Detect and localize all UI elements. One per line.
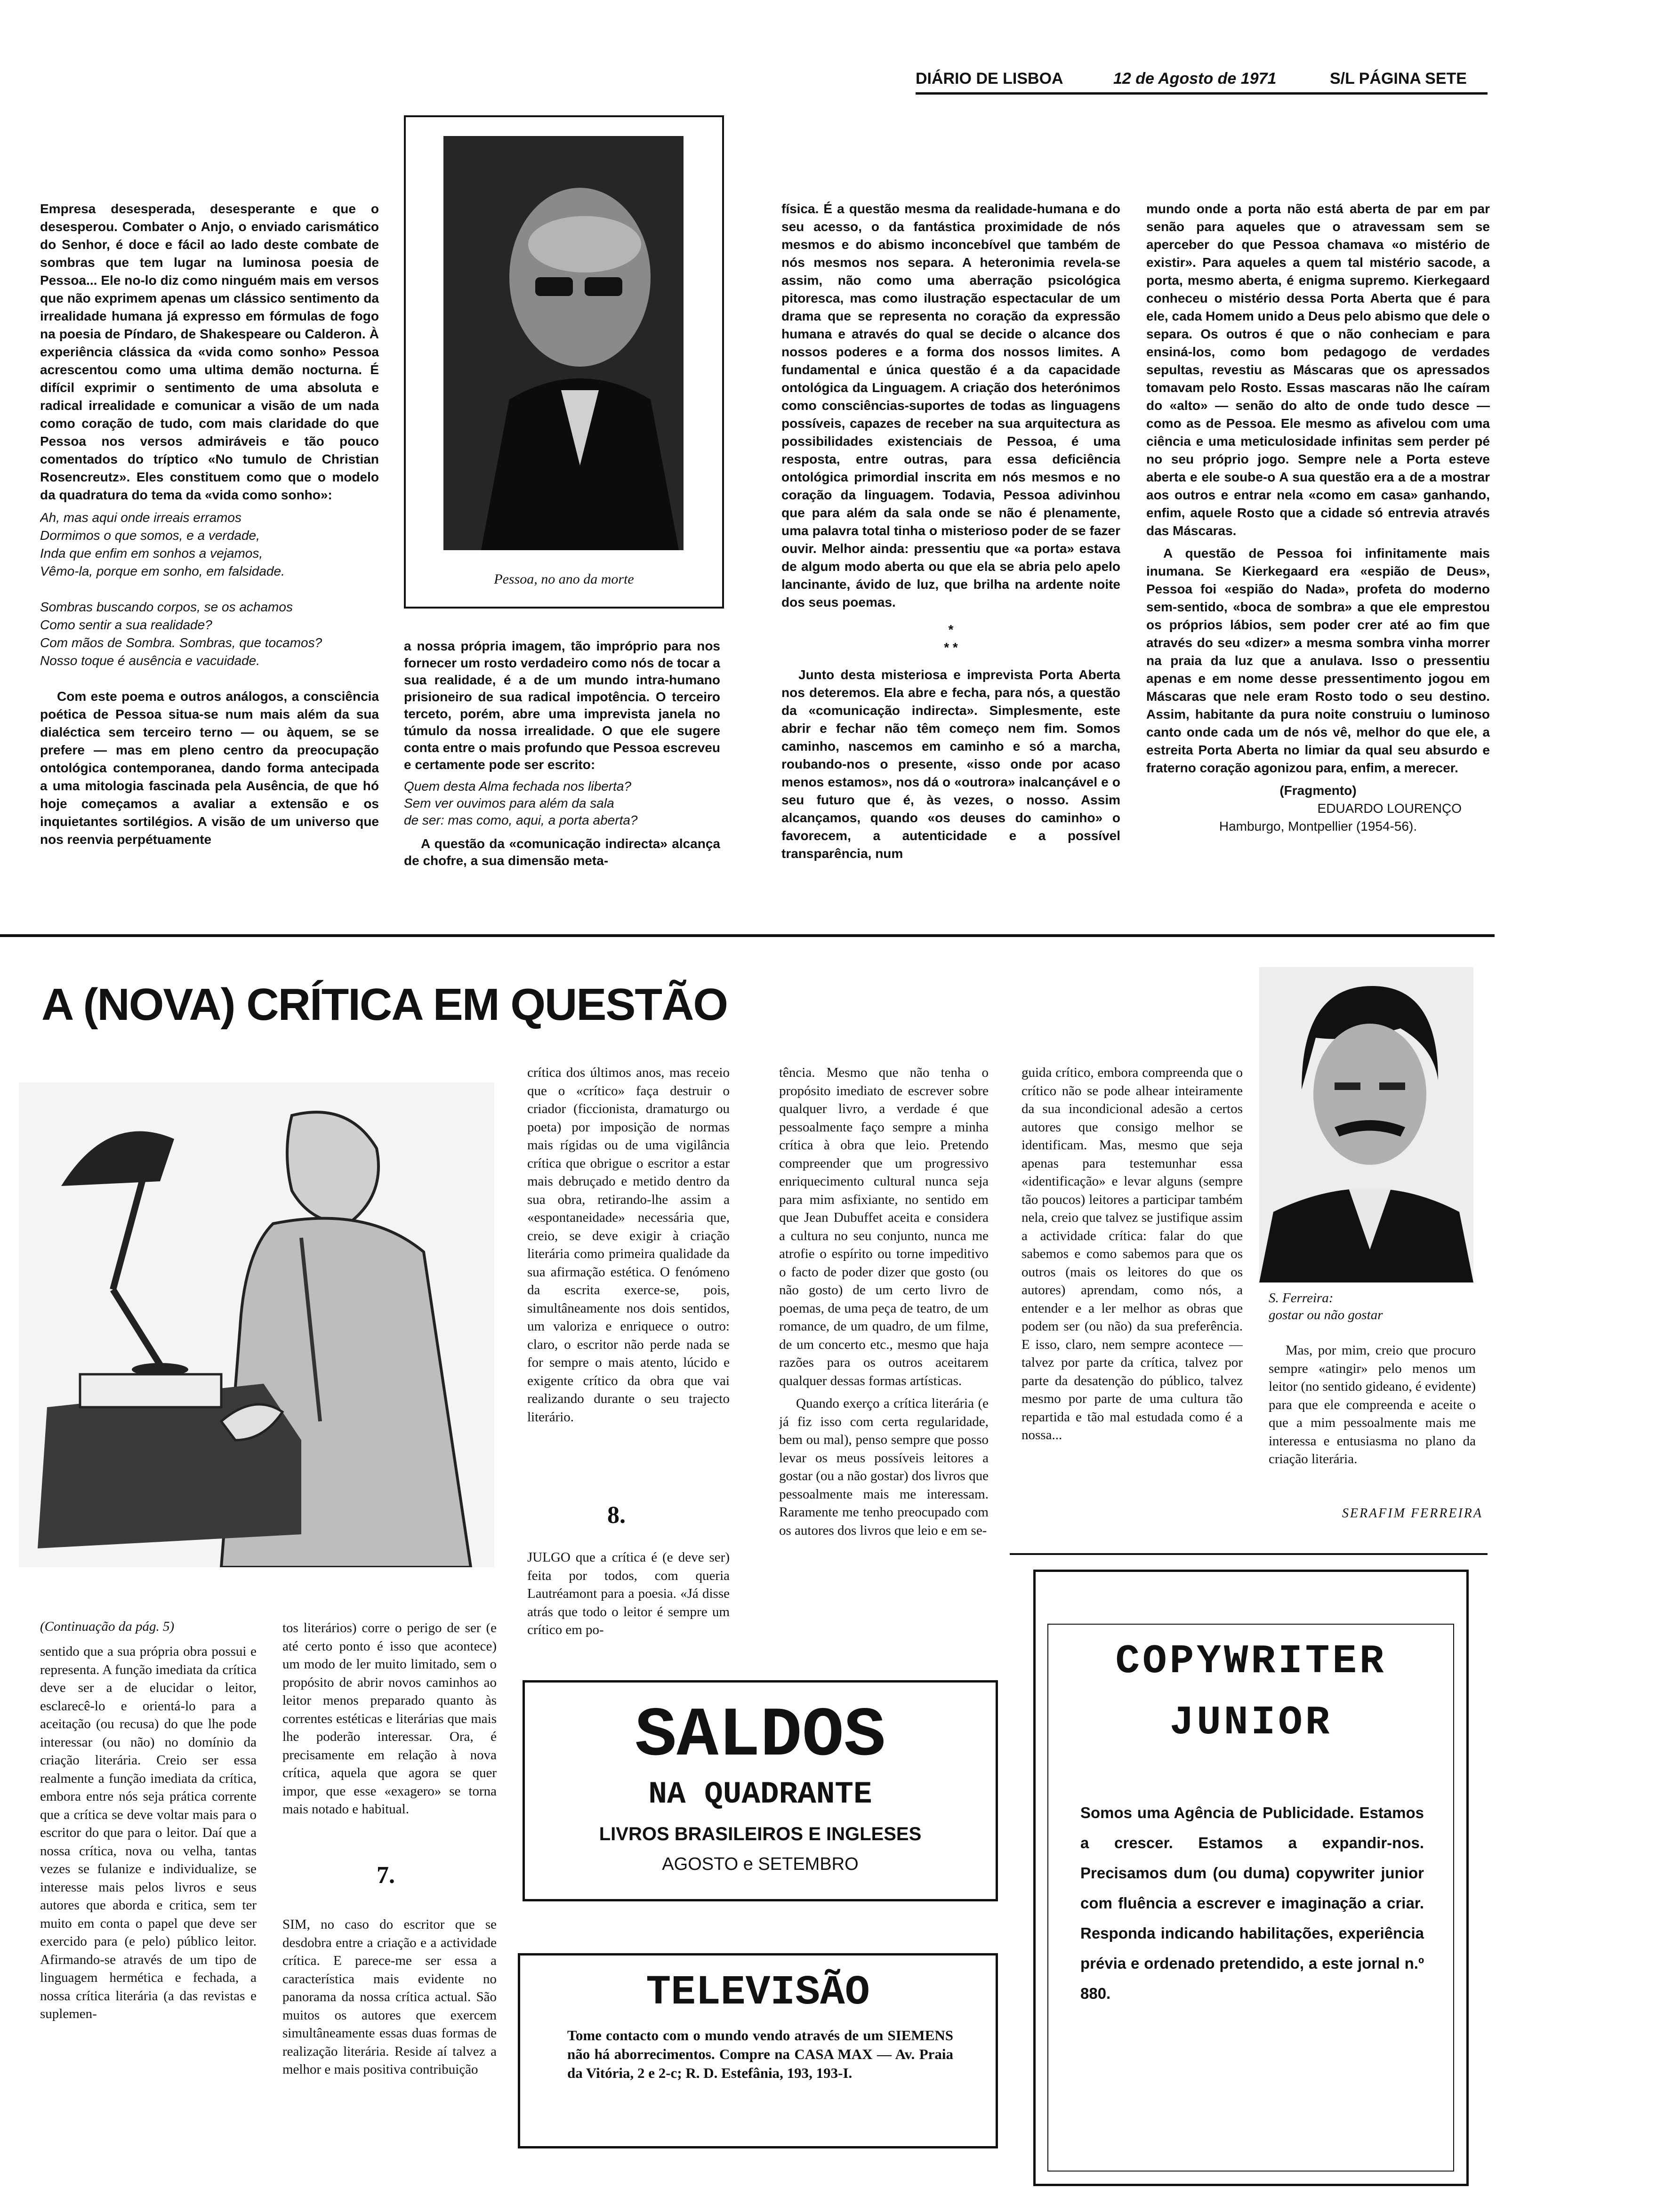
critica-signature: SERAFIM FERREIRA <box>1342 1506 1483 1521</box>
essay-paragraph: mundo onde a porta não está aberta de par em par senão para aqueles que o atravessam sem se aperceber do que Pessoa chamava «o mistério de existir». Para aqueles a quem tal mistério sacode, a porta, mesmo aberta, é enigma supremo. Kierkegaard conheceu o mistério dessa Porta Aberta que é para ele, cada Homem unido a Deus pelo abismo que dele o separa. Os outros é que o não conheciam e para ensiná-los, como bom pedagogo de verdades sepultas, revestiu as Máscaras que os apressados tomavam pelo Rosto. Essas mascaras não lhe caíram do «alto» — senão do alto de onde tudo desce — como as de Pessoa. Ele mesmo as afivelou com uma ciência e uma meticulosidade infinitas sem perder pé no seu próprio jogo. Sempre nele a Porta esteve aberta e ele soube-o A sua questão era a de a mostrar aos outros e entrar nela «como em casa» ganhando, enfim, aquele Rosto que a cidade só entrevia através das Máscaras. <box>1146 201 1490 538</box>
photo-caption: Pessoa, no ano da morte <box>494 571 634 587</box>
essay-column-2 <box>404 638 720 901</box>
critica-column-a-2 <box>527 1548 730 1652</box>
continuation-label: (Continuação da pág. 5) <box>40 1619 175 1634</box>
essay-column-4 <box>1146 200 1490 911</box>
critica-paragraph: sentido que a sua própria obra possui e representa. A função imediata da crítica deve ser a de elucidar o leitor, esclarecê-lo e orientá-lo para a aceitação (ou recusa) do que lhe pode interessar (ou não) no domínio da criação literária. Creio ser essa realmente a função imediata da crítica, embora entre nós seja prática corrente que a crítica se deve voltar mais para o escritor do que para o leitor. Daí que a nossa crítica, nova ou velha, tantas vezes se fulanize e individualize, se interesse mais pelos livros e seus autores que aborda e critica, sem ter muito em conta o papel que deve ser exercido para (e pelo) público leitor. Afirmando-se através de um tipo de linguagem hermética e fechada, a nossa crítica literária (a das revistas e suplemen- <box>40 1644 257 2021</box>
critica-column-b <box>779 1064 989 1638</box>
critica-column-c <box>1022 1064 1243 1525</box>
ferreira-portrait-image <box>1259 967 1473 1282</box>
essay-paragraph: a nossa própria imagem, tão impróprio para nos fornecer um rosto verdadeiro como nós de tocar a sua realidade, é a de um mundo intra-humano prisioneiro de sua radical impotência. O terceiro terceto, porém, abre uma imprevista janela no túmulo da nossa irrealidade. O que ele sugere conta entre o mais profundo que Pessoa escreveu e certamente pode ser escrito: <box>404 639 720 772</box>
critica-column-f <box>282 1619 497 1854</box>
essay-paragraph: Com este poema e outros análogos, a consciência poética de Pessoa situa-se num mais além da sua dialéctica sem terceiro terno — ou àquem, se se prefere — mas em pleno centro da preocupação ontológica contemporanea, dando forma antecipada a uma mitologia fascinada pela Ausência, de que hó hoje começamos a avaliar a extensão e os inquietantes sortilégios. A visão de um universo que nos reenvia perpétuamente <box>40 689 379 847</box>
essay-column-3 <box>781 200 1120 911</box>
copywriter-ad <box>1033 1570 1469 2186</box>
section-asterisks: * * * <box>944 622 958 655</box>
poem-stanza-3: Quem desta Alma fechada nos liberta? Sem ver ouvimos para além da sala de ser: mas como, aqui, a porta aberta? <box>404 779 638 827</box>
critica-column-d <box>1269 1341 1476 1501</box>
newspaper-name: DIÁRIO DE LISBOA <box>916 70 1063 88</box>
section-number-8: 8. <box>607 1502 626 1529</box>
section-divider <box>0 934 1495 937</box>
ferreira-caption-name: S. Ferreira: <box>1269 1290 1334 1306</box>
issue-date: 12 de Agosto de 1971 <box>1113 70 1277 88</box>
critica-paragraph: tência. Mesmo que não tenha o propósito imediato de escrever sobre qualquer livro, a verdade é que pessoalmente faço sempre a minha crítica à obra que leio. Pretendo compreender que um progressivo enriquecimento cultural nunca seja para mim asfixiante, no sentido em que Jean Dubuffet aceita e considera a cultura no seu conjunto, nunca me atrofie o espírito ou torne impeditivo o facto de poder dizer que gosto (ou não gosto) de um certo livro de poemas, de uma peça de teatro, de um romance, de um quadro, de um filme, de um concerto etc., mesmo que haja razões para os outros aceitarem qualquer dessas formas artísticas. <box>779 1065 989 1388</box>
copywriter-title-2: JUNIOR <box>1169 1699 1333 1746</box>
typewriter-illustration <box>19 1082 494 1567</box>
essay-paragraph: A questão de Pessoa foi infinitamente mais inumana. Se Kierkegaard era «espião de Deus», Pessoa foi «espião do Nada», profeta do moderno sem-sentido, «boca de sombra» a que ele emprestou os próprios lábios, sem poder crer até ao fim que através do seu «dizer» a mesma sombra vinha morrer na praia da luz que a anulava. Isso o pressentiu apenas e em nome desse pressentimento jogou em Máscaras que nele eram Rosto todo o seu destino. Assim, habitante da pura noite construiu o luminoso canto onde cada um de nós vê, melhor do que ele, a estreita Porta Aberta no limiar da qual seu absurdo e fraterno coração agonizou para, enfim, a merecer. <box>1146 546 1490 775</box>
essay-place-date: Hamburgo, Montpellier (1954-56). <box>1219 819 1417 834</box>
critica-column-e <box>40 1643 257 2174</box>
pessoa-portrait-image <box>443 136 684 550</box>
saldos-line-2: AGOSTO e SETEMBRO <box>662 1854 859 1874</box>
ferreira-caption <box>1269 1290 1476 1323</box>
essay-column-1 <box>40 200 379 908</box>
poem-stanza-2: Sombras buscando corpos, se os achamos Como sentir a sua realidade? Com mãos de Sombra. Sombras, que tocamos? Nosso toque é ausência e vacuidade. <box>40 600 322 668</box>
saldos-subtitle: NA QUADRANTE <box>648 1777 872 1812</box>
critica-column-f-2 <box>282 1915 497 2172</box>
writer-at-typewriter-icon <box>19 1082 494 1567</box>
critica-paragraph: guida crítico, embora compreenda que o crítico não se pode alhear inteiramente da sua incondicional adesão a certos autores que consigo melhor se identificam. Mas, mesmo que seja apenas para testemunhar essa «identificação» e levar alguns (sempre tão poucos) leitores a participar também nela, creio que talvez se justifique assim a actividade crítica: falar do que sabemos e como sabemos para que os outros (mais os leitores do que os autores) aprendam, como nós, a entender e a ler melhor as obras que podem ser (ou não) da sua preferência. E isso, claro, nem sempre acontece — talvez por parte da crítica, talvez por parte da desatenção do público, talvez mesmo por parte de uma cultura tão repartida e tão mal estudada como é a nossa... <box>1022 1065 1243 1443</box>
critica-paragraph: tos literários) corre o perigo de ser (e até certo ponto é isso que acontece) um modo de ler muito limitado, sem o propósito de abrir novos caminhos ao leitor menos preparado quanto às correntes estéticas e literárias que mais lhe poderão interessar. Ora, é precisamente em relação à nova crítica, aquela que agora se quer impor, que esse «exagero» se torna mais notado e habitual. <box>282 1620 497 1817</box>
critica-paragraph: SIM, no caso do escritor que se desdobra entre a criação e a actividade crítica. E parece-me ser essa a característica mais evidente no panorama da nossa crítica actual. São muitos os autores que exercem simultâneamente essas duas formas de realização literária. Reside aí talvez a melhor e mais positiva contribuição <box>282 1917 497 2077</box>
ferreira-portrait-icon <box>1259 967 1473 1282</box>
televisao-title: TELEVISÃO <box>646 1970 870 2016</box>
essay-author: EDUARDO LOURENÇO <box>1317 801 1462 816</box>
critica-paragraph: Mas, por mim, creio que procuro sempre «atingir» pelo menos um leitor (no sentido gideano, é evidente) para que ele compreenda e aceite o que a mim pessoalmente mais me interessa e entusiasma no plano da criação literária. <box>1269 1343 1476 1467</box>
poem-stanza-1: Ah, mas aqui onde irreais erramos Dormimos o que somos, e a verdade, Inda que enfim em sonhos a vejamos, Vêmo-la, porque em sonho, em falsidade. <box>40 510 285 578</box>
page-header <box>916 66 1488 95</box>
ferreira-caption-subtitle: gostar ou não gostar <box>1269 1307 1383 1322</box>
ad-divider <box>1010 1553 1488 1555</box>
critica-paragraph: Quando exerço a crítica literária (e já fiz isso com certa regularidade, bem ou mal), penso sempre que posso levar os meus possíveis leitores a gostar (ou a não gostar) dos livros que pessoalmente mais me interessam. Raramente me tenho preocupado com os autores dos livros que leio e em se- <box>779 1396 989 1538</box>
televisao-body: Tome contacto com o mundo vendo através de um SIEMENS não há aborrecimentos. Compre na CASA MAX — Av. Praia da Vitória, 2 e 2-c; R. D. Estefânia, 193, 193-I. <box>567 2027 953 2081</box>
saldos-title: SALDOS <box>635 1697 886 1776</box>
critica-headline: A (NOVA) CRÍTICA EM QUESTÃO <box>41 979 728 1030</box>
section-number-7: 7. <box>377 1862 395 1889</box>
essay-paragraph: Empresa desesperada, desesperante e que o desesperou. Combater o Anjo, o enviado carismático do Senhor, é doce e fácil ao lado deste combate de sombras que tem lugar na luminosa poesia de Pessoa... Ele no-lo diz como ninguém mais em versos que não exprimem apenas um clássico sentimento da irrealidade humana já expresso em fórmulas de fogo na poesia de Píndaro, de Shakespeare ou Calderon. À experiência clássica da «vida como sonho» Pessoa acrescentou como uma ultima demão nocturna. É difícil exprimir o sentimento de uma absoluta e radical irrealidade e comunicar a visão de um nada como coração de tudo, com mais claridade do que Pessoa nos versos admiráveis e tão pouco comentados do tríptico «No tumulo de Christian Rosencreutz». Eles constituem como que o modelo da quadratura do tema da «vida como sonho»: <box>40 201 379 502</box>
page-number: S/L PÁGINA SETE <box>1330 70 1467 88</box>
fragment-label: (Fragmento) <box>1279 783 1357 798</box>
critica-column-a <box>527 1064 730 1525</box>
saldos-line-1: LIVROS BRASILEIROS E INGLESES <box>599 1824 922 1844</box>
essay-paragraph: física. É a questão mesma da realidade-humana e do seu acesso, o da fantástica proximidade de nós mesmos e do abismo inconcebível que também de nós mesmos nos separa. A heteronimia revela-se assim, não como uma aberração psicológica pitoresca, mas como ilustração espectacular de um drama que se representa no coração da expressão humana e através do qual se decide o alcance dos nossos poderes e a forma dos nossos limites. A fundamental e única questão é a da capacidade ontológica da Linguagem. A criação dos heterónimos como consciências-suportes de todas as linguagens possíveis, capazes de receber na sua arquitectura as possibilidades existenciais de Pessoa, é uma resposta, entre outras, para essa deficiência ontológica primordial inscrita em nós mesmos e no coração da linguagem. Todavia, Pessoa adivinhou que para além da sala onde se não é plenamente, uma palavra total tinha o misterioso poder de se fazer ouvir. Melhor ainda: pressentiu que «a porta» estava de algum modo aberta ou que ela se abria pelo apelo lancinante, ávido de luz, que brilha na ardente noite dos seus poemas. <box>781 201 1120 609</box>
saldos-ad <box>523 1680 998 1901</box>
copywriter-body: Somos uma Agência de Publicidade. Estamos a crescer. Estamos a expandir-nos. Precisamos dum (ou duma) copywriter junior com fluência a escrever e imaginação a criar. Responda indicando habilitações, experiência prévia e ordenado pretendido, a este jornal n.º 880. <box>1080 1804 1424 2002</box>
critica-paragraph: JULGO que a crítica é (e deve ser) feita por todos, com queria Lautréamont para a poesia. «Já disse atrás que todo o leitor é sempre um crítico em po- <box>527 1550 730 1637</box>
pessoa-photo-frame <box>404 115 724 609</box>
televisao-ad <box>518 1953 998 2148</box>
copywriter-title-1: COPYWRITER <box>1115 1638 1387 1684</box>
essay-paragraph: A questão da «comunicação indirecta» alcança de chofre, a sua dimensão meta- <box>404 836 720 868</box>
critica-paragraph: crítica dos últimos anos, mas receio que o «crítico» faça destruir o criador (ficcionista, dramaturgo ou poeta) por imposição de normas mais rígidas ou de uma vigilância crítica que obrigue o escritor a estar mais debruçado e metido dentro da sua obra, retirando-lhe assim a «espontaneidade» necessária que, creio, se deve exigir à criação literária como primeira qualidade da sua afirmação estética. O fenómeno da escrita exerce-se, pois, simultâneamente nos dois sentidos, um valoriza e enriquece o outro: claro, o escritor não perde nada se for sempre o mais atento, lúcido e exigente crítico da obra que vai realizando durante o seu trajecto literário. <box>527 1065 730 1425</box>
essay-paragraph: Junto desta misteriosa e imprevista Porta Aberta nos deteremos. Ela abre e fecha, para nós, a questão da «comunicação indirecta». Simplesmente, este abrir e fechar não têm começo nem fim. Somos caminho, nascemos em caminho e só a marcha, roubando-nos o presente, «isso onde por acaso menos estamos», nos dá o «outrora» inalcançável e o seu futuro que é, às vezes, o nosso. Assim alcançamos, quando «os deuses do caminho» o favorecem, a autenticidade e a possível transparência, num <box>781 667 1120 861</box>
pessoa-portrait-icon <box>443 136 684 550</box>
